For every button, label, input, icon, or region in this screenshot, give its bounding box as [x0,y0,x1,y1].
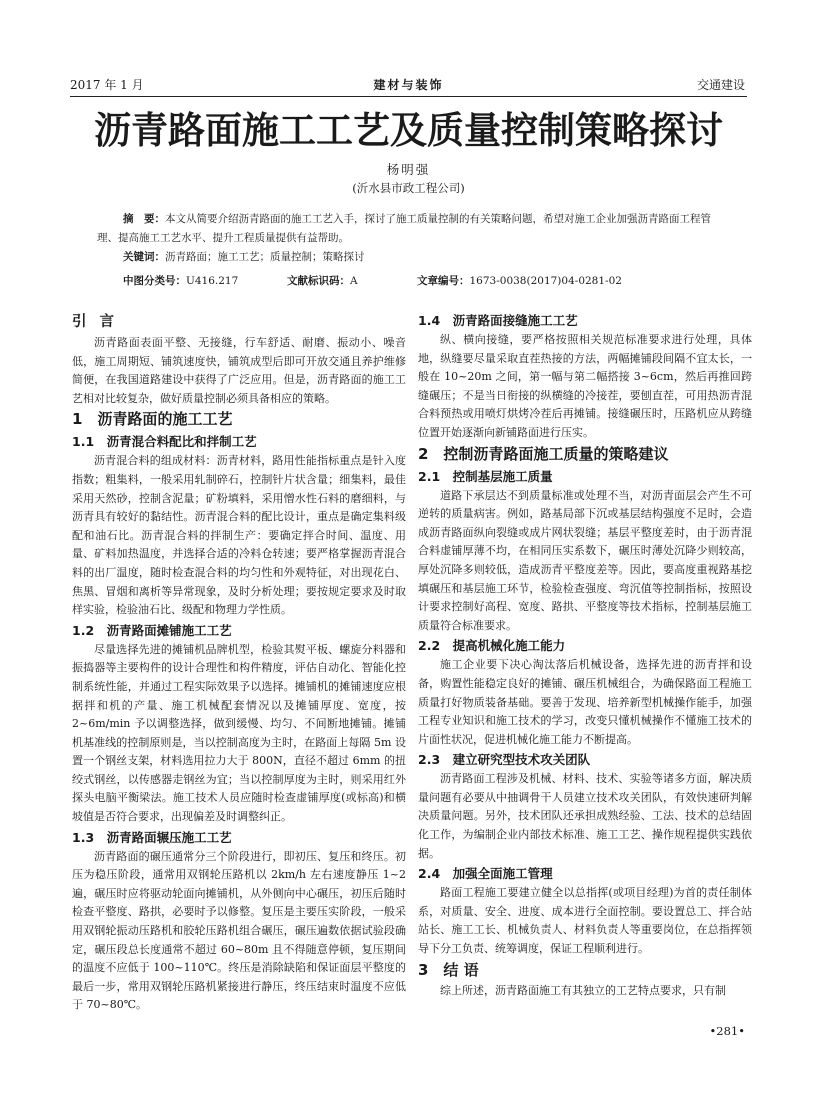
section-1-2-heading: 1.2 沥青路面摊铺施工工艺 [72,622,232,638]
intro-heading: 引 言 [72,314,119,330]
section-1-3-heading: 1.3 沥青路面辗压施工工艺 [72,829,232,845]
article-value: 1673-0038(2017)04-0281-02 [469,275,622,287]
section-2-heading: 2 控制沥青路面施工质量的策略建议 [418,444,669,463]
section-1-4-heading: 1.4 沥青路面接缝施工工艺 [418,313,578,328]
article-label: 文章编号： [417,275,470,287]
right-column [418,310,752,1000]
section-3-heading: 3 结 语 [418,960,479,979]
section-1-2-paragraph: 尽量选择先进的摊铺机品牌机型，检验其熨平板、螺旋分料器和振捣器等主要构件的设计合理性和构件精度，评估自动化、智能化控制系统性能，并通过工程实际效果予以选择。摊铺机的摊铺速度应根据拌和机的产量、施工机械配套情况以及摊铺厚度、宽度，按 2~6m/min 予以调整选择，做到缓慢、均匀、不间断地摊铺。摊铺机基准线的控制原则是，当以控制高度为主时，在路面上每隔 5m 设置一个钢丝支架，材料选用拉力大于 800N，直径不超过 6mm 的扭绞式钢丝，以传感器走钢丝为宜；当以控制厚度为主时，则采用红外探头电脑平衡梁法。施工技术人员应随时检查虚铺厚度(或标高)和横坡值是否符合要求，出现偏差及时调整纠正。 [72,642,406,824]
section-1-1-heading: 1.1 沥青混合料配比和拌制工艺 [72,434,257,450]
section-2-1-heading: 2.1 控制基层施工质量 [418,468,553,484]
section-2-2-heading: 2.2 提高机械化施工能力 [418,638,566,654]
doc-label: 文献标识码： [287,275,350,287]
affiliation: (沂水县市政工程公司) [352,181,465,195]
abstract-label: 摘 要： [123,213,165,225]
header-rule [70,96,747,97]
keywords-label: 关键词： [123,251,165,263]
journal-date: 2017 年 1 月 [70,78,144,92]
abstract [97,210,725,248]
doc-value: A [350,275,358,287]
section-1-heading: 1 沥青路面的施工工艺 [72,410,233,429]
journal-name: 建材与装饰 [373,78,444,92]
left-column [72,310,406,1015]
section-1-4-paragraph: 纵、横向接缝，要严格按照相关规范标准要求进行处理，具体地，纵缝要尽量采取直茬热接的方法，两幅摊铺段间隔不宜太长，一般在 10~20m 之间，第一幅与第二幅搭接 3~6cm，然后再推回跨缝碾压；不是当日衔接的纵横缝的冷接茬，要刨直茬，可用热沥青混合料预热或用喷灯烘烤冷茬后再摊铺。接缝碾压时，压路机应从跨缝位置开始逐渐向新铺路面进行压实。 [418,333,752,439]
clc-value: U416.217 [186,275,239,287]
section-2-4-heading: 2.4 加强全面施工管理 [418,866,553,882]
section-2-2-paragraph: 施工企业要下决心淘汰落后机械设备，选择先进的沥青拌和设备，购置性能稳定良好的摊铺、碾压机械组合，为确保路面工程施工质量打好物质装备基础。要善于发现、培养新型机械操作能手，加强工程专业知识和施工技术的学习，改变只懂机械操作不懂施工技术的片面性状况，促进机械化施工能力不断提高。 [418,658,752,746]
doc-code [287,274,358,288]
clc-number [123,274,238,288]
intro-paragraph: 沥青路面表面平整、无接缝，行车舒适、耐磨、振动小、噪音低，施工周期短、铺筑速度快，铺筑成型后即可开放交通且养护维修简便，在我国道路建设中获得了广泛应用。但是，沥青路面的施工工艺相对比较复杂，做好质量控制必须具备相应的策略。 [72,336,406,405]
section-1-1-paragraph: 沥青混合料的组成材料：沥青材料，路用性能指标重点是针入度指数；粗集料，一般采用轧制碎石，控制针片状含量；细集料，最佳采用天然砂，控制含泥量；矿粉填料，采用憎水性石料的磨细料，与沥青具有较好的黏结性。沥青混合料的配比设计，重点是确定集料级配和油石比。沥青混合料的拌制生产：要确定拌合时间、温度、用量、矿料加热温度，并选择合适的冷料仓转速；要严格掌握沥青混合料的出厂温度，随时检查混合料的均匀性和外观特征，对出现花白、焦黑、冒烟和离析等异常现象，及时分析处理；要按规定要求及时取样实验，检验油石比、级配和物理力学性质。 [72,454,406,617]
section-2-3-paragraph: 沥青路面工程涉及机械、材料、技术、实验等诸多方面，解决质量问题有必要从中抽调骨干人员建立技术攻关团队，有效快速研判解决质量问题。另外，技术团队还承担成熟经验、工法、技术的总结固化工作，为编制企业内部技术标准、施工工艺、操作规程提供实践依据。 [418,772,752,860]
keywords-text: 沥青路面；施工工艺；质量控制；策略探讨 [165,251,365,263]
paper-title: 沥青路面施工工艺及质量控制策略探讨 [94,108,723,152]
section-1-3-paragraph: 沥青路面的碾压通常分三个阶段进行，即初压、复压和终压。初压为稳压阶段，通常用双钢轮压路机以 2km/h 左右速度静压 1~2 遍，碾压时应将驱动轮面向摊铺机，从外侧向中心碾压，初压后随时检查平整度、路拱，必要时予以修整。复压是主要压实阶段，一般采用双钢轮振动压路机和胶轮压路机组合碾压，碾压遍数依据试验段确定，碾压段总长度通常不超过 60~80m 且不得随意停顿，复压期间的温度不应低于 100~110℃。终压是消除缺陷和保证面层平整度的最后一步，常用双钢轮压路机紧接进行静压，终压结束时温度不应低于 70~80℃。 [72,849,406,1012]
section-3-paragraph: 综上所述，沥青路面施工有其独立的工艺特点要求，只有制 [440,983,726,997]
clc-label: 中图分类号： [123,275,186,287]
abstract-text: 本文从简要介绍沥青路面的施工工艺入手，探讨了施工质量控制的有关策略问题，希望对施工企业加强沥青路面工程管理、提高施工工艺水平、提升工程质量提供有益帮助。 [97,213,711,244]
article-number [417,274,622,288]
keywords [97,248,725,267]
author: 杨明强 [386,162,431,177]
section-2-1-paragraph: 道路下承层达不到质量标准或处理不当，对沥青面层会产生不可逆转的质量病害。例如，路基局部下沉或基层结构强度不足时，会造成沥青路面纵向裂缝或成片网状裂缝；基层平整度差时，由于沥青混合料虚铺厚薄不均，在相同压实系数下，碾压时薄处沉降少则较高，厚处沉降多则较低，造成沥青平整度差等。因此，要高度重视路基挖填碾压和基层施工环节，检验检查强度、弯沉值等控制指标，按照设计要求控制好高程、宽度、路拱、平整度等技术指标，控制基层施工质量符合标准要求。 [418,488,752,632]
section-2-3-heading: 2.3 建立研究型技术攻关团队 [418,752,591,768]
abstract-block [97,210,725,267]
page-number: •281• [709,1024,745,1038]
journal-section: 交通建设 [696,78,745,92]
section-2-4-paragraph: 路面工程施工要建立健全以总指挥(或项目经理)为首的责任制体系，对质量、安全、进度、成本进行全面控制。要设置总工、拌合站站长、施工工长、机械负责人、材料负责人等重要岗位，在总指挥领导下分工负责、统筹调度，保证工程顺利进行。 [418,886,752,956]
